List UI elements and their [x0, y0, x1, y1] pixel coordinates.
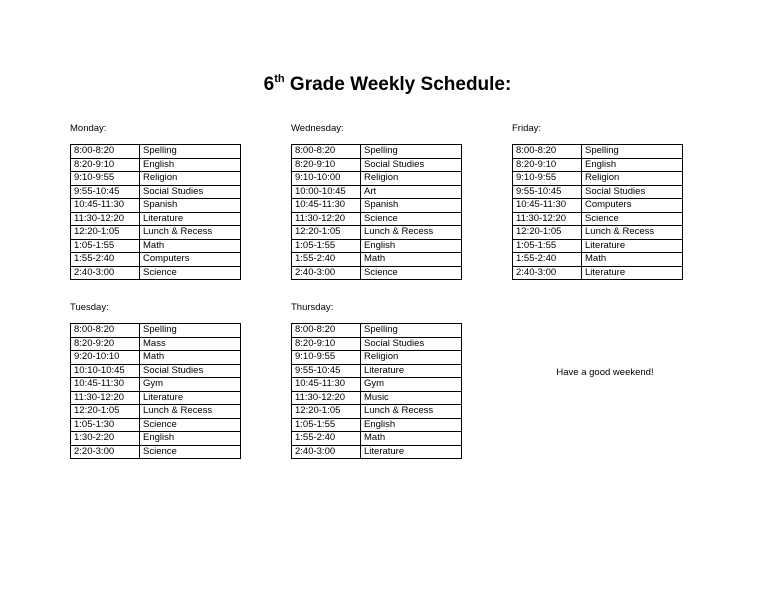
- title-ordinal-suffix: th: [274, 73, 285, 85]
- time-cell: 11:30-12:20: [292, 391, 361, 405]
- subject-cell: Literature: [140, 212, 241, 226]
- time-cell: 9:20-10:10: [71, 351, 140, 365]
- time-cell: 2:40-3:00: [513, 266, 582, 280]
- table-row: [513, 185, 683, 199]
- table-row: [292, 378, 462, 392]
- table-row: [513, 253, 683, 267]
- day-label-tuesday: Tuesday:: [70, 302, 109, 313]
- time-cell: 9:10-9:55: [513, 172, 582, 186]
- weekend-message: Have a good weekend!: [556, 367, 654, 378]
- table-row: [292, 445, 462, 459]
- table-row: [71, 226, 241, 240]
- time-cell: 1:05-1:55: [513, 239, 582, 253]
- schedule-table-thursday: [291, 323, 462, 459]
- subject-cell: Science: [361, 212, 462, 226]
- subject-cell: Lunch & Recess: [140, 226, 241, 240]
- table-row: [292, 266, 462, 280]
- schedule-table-friday: [512, 144, 683, 280]
- time-cell: 11:30-12:20: [71, 212, 140, 226]
- time-cell: 8:00-8:20: [513, 145, 582, 159]
- subject-cell: Spanish: [140, 199, 241, 213]
- table-row: [292, 185, 462, 199]
- table-row: [71, 185, 241, 199]
- subject-cell: Gym: [140, 378, 241, 392]
- time-cell: 9:10-9:55: [292, 351, 361, 365]
- table-row: [292, 226, 462, 240]
- subject-cell: Art: [361, 185, 462, 199]
- day-label-thursday: Thursday:: [291, 302, 334, 313]
- subject-cell: English: [361, 418, 462, 432]
- subject-cell: Literature: [361, 364, 462, 378]
- subject-cell: Computers: [582, 199, 683, 213]
- time-cell: 12:20-1:05: [513, 226, 582, 240]
- time-cell: 10:45-11:30: [71, 378, 140, 392]
- subject-cell: Spelling: [361, 145, 462, 159]
- subject-cell: English: [361, 239, 462, 253]
- subject-cell: Math: [361, 253, 462, 267]
- table-row: [292, 212, 462, 226]
- time-cell: 8:00-8:20: [71, 324, 140, 338]
- subject-cell: Math: [582, 253, 683, 267]
- table-row: [513, 145, 683, 159]
- time-cell: 2:40-3:00: [292, 266, 361, 280]
- time-cell: 1:05-1:55: [292, 239, 361, 253]
- time-cell: 8:20-9:20: [71, 337, 140, 351]
- subject-cell: Spelling: [140, 324, 241, 338]
- table-row: [71, 378, 241, 392]
- time-cell: 10:00-10:45: [292, 185, 361, 199]
- day-label-friday: Friday:: [512, 123, 542, 134]
- time-cell: 1:05-1:30: [71, 418, 140, 432]
- subject-cell: Computers: [140, 253, 241, 267]
- time-cell: 12:20-1:05: [292, 405, 361, 419]
- time-cell: 1:55-2:40: [292, 253, 361, 267]
- table-row: [292, 405, 462, 419]
- table-row: [292, 158, 462, 172]
- time-cell: 9:55-10:45: [513, 185, 582, 199]
- time-cell: 9:55-10:45: [71, 185, 140, 199]
- subject-cell: Gym: [361, 378, 462, 392]
- table-row: [292, 239, 462, 253]
- subject-cell: Religion: [582, 172, 683, 186]
- table-row: [71, 432, 241, 446]
- title-text: Grade Weekly Schedule:: [284, 74, 512, 95]
- schedule-table-monday: [70, 144, 241, 280]
- time-cell: 2:20-3:00: [71, 445, 140, 459]
- table-row: [513, 199, 683, 213]
- table-row: [71, 253, 241, 267]
- time-cell: 8:00-8:20: [292, 324, 361, 338]
- subject-cell: Science: [140, 266, 241, 280]
- time-cell: 9:10-9:55: [71, 172, 140, 186]
- title-grade-number: 6: [263, 74, 275, 95]
- subject-cell: Spelling: [140, 145, 241, 159]
- subject-cell: Lunch & Recess: [582, 226, 683, 240]
- subject-cell: Science: [582, 212, 683, 226]
- time-cell: 1:55-2:40: [292, 432, 361, 446]
- subject-cell: Science: [361, 266, 462, 280]
- table-row: [292, 172, 462, 186]
- subject-cell: Lunch & Recess: [361, 405, 462, 419]
- table-row: [71, 405, 241, 419]
- subject-cell: Lunch & Recess: [140, 405, 241, 419]
- table-row: [71, 158, 241, 172]
- time-cell: 12:20-1:05: [71, 226, 140, 240]
- table-row: [292, 391, 462, 405]
- table-row: [292, 253, 462, 267]
- table-row: [71, 239, 241, 253]
- time-cell: 10:45-11:30: [292, 199, 361, 213]
- time-cell: 11:30-12:20: [292, 212, 361, 226]
- subject-cell: Spelling: [361, 324, 462, 338]
- time-cell: 8:20-9:10: [513, 158, 582, 172]
- table-row: [513, 226, 683, 240]
- table-row: [71, 324, 241, 338]
- day-label-monday: Monday:: [70, 123, 107, 134]
- subject-cell: Math: [140, 239, 241, 253]
- table-row: [71, 172, 241, 186]
- time-cell: 8:20-9:10: [71, 158, 140, 172]
- time-cell: 12:20-1:05: [71, 405, 140, 419]
- table-row: [292, 145, 462, 159]
- subject-cell: English: [140, 158, 241, 172]
- time-cell: 2:40-3:00: [71, 266, 140, 280]
- table-row: [71, 266, 241, 280]
- time-cell: 9:10-10:00: [292, 172, 361, 186]
- table-row: [292, 364, 462, 378]
- table-row: [292, 432, 462, 446]
- time-cell: 8:00-8:20: [71, 145, 140, 159]
- time-cell: 8:20-9:10: [292, 337, 361, 351]
- table-row: [513, 239, 683, 253]
- day-label-wednesday: Wednesday:: [291, 123, 344, 134]
- table-row: [292, 337, 462, 351]
- subject-cell: Math: [361, 432, 462, 446]
- subject-cell: Social Studies: [140, 364, 241, 378]
- time-cell: 2:40-3:00: [292, 445, 361, 459]
- time-cell: 11:30-12:20: [513, 212, 582, 226]
- time-cell: 11:30-12:20: [71, 391, 140, 405]
- subject-cell: Spanish: [361, 199, 462, 213]
- subject-cell: Religion: [140, 172, 241, 186]
- subject-cell: Science: [140, 445, 241, 459]
- subject-cell: Literature: [582, 239, 683, 253]
- time-cell: 10:10-10:45: [71, 364, 140, 378]
- subject-cell: Mass: [140, 337, 241, 351]
- time-cell: 9:55-10:45: [292, 364, 361, 378]
- table-row: [292, 351, 462, 365]
- table-row: [292, 418, 462, 432]
- table-row: [513, 212, 683, 226]
- time-cell: 10:45-11:30: [513, 199, 582, 213]
- time-cell: 8:00-8:20: [292, 145, 361, 159]
- time-cell: 10:45-11:30: [71, 199, 140, 213]
- subject-cell: Social Studies: [361, 337, 462, 351]
- subject-cell: Social Studies: [582, 185, 683, 199]
- time-cell: 8:20-9:10: [292, 158, 361, 172]
- table-row: [71, 418, 241, 432]
- subject-cell: Literature: [140, 391, 241, 405]
- subject-cell: Religion: [361, 351, 462, 365]
- subject-cell: Religion: [361, 172, 462, 186]
- subject-cell: Science: [140, 418, 241, 432]
- time-cell: 1:30-2:20: [71, 432, 140, 446]
- time-cell: 12:20-1:05: [292, 226, 361, 240]
- table-row: [513, 158, 683, 172]
- table-row: [513, 172, 683, 186]
- table-row: [513, 266, 683, 280]
- subject-cell: Math: [140, 351, 241, 365]
- time-cell: 1:05-1:55: [292, 418, 361, 432]
- schedule-table-wednesday: [291, 144, 462, 280]
- time-cell: 10:45-11:30: [292, 378, 361, 392]
- table-row: [292, 199, 462, 213]
- subject-cell: Music: [361, 391, 462, 405]
- subject-cell: Social Studies: [361, 158, 462, 172]
- subject-cell: Literature: [582, 266, 683, 280]
- subject-cell: English: [140, 432, 241, 446]
- table-row: [71, 212, 241, 226]
- subject-cell: English: [582, 158, 683, 172]
- subject-cell: Social Studies: [140, 185, 241, 199]
- time-cell: 1:55-2:40: [513, 253, 582, 267]
- schedule-table-tuesday: [70, 323, 241, 459]
- table-row: [71, 145, 241, 159]
- table-row: [292, 324, 462, 338]
- subject-cell: Spelling: [582, 145, 683, 159]
- time-cell: 1:05-1:55: [71, 239, 140, 253]
- table-row: [71, 351, 241, 365]
- subject-cell: Lunch & Recess: [361, 226, 462, 240]
- table-row: [71, 199, 241, 213]
- table-row: [71, 337, 241, 351]
- table-row: [71, 391, 241, 405]
- page-title: [0, 73, 768, 97]
- time-cell: 1:55-2:40: [71, 253, 140, 267]
- table-row: [71, 445, 241, 459]
- table-row: [71, 364, 241, 378]
- subject-cell: Literature: [361, 445, 462, 459]
